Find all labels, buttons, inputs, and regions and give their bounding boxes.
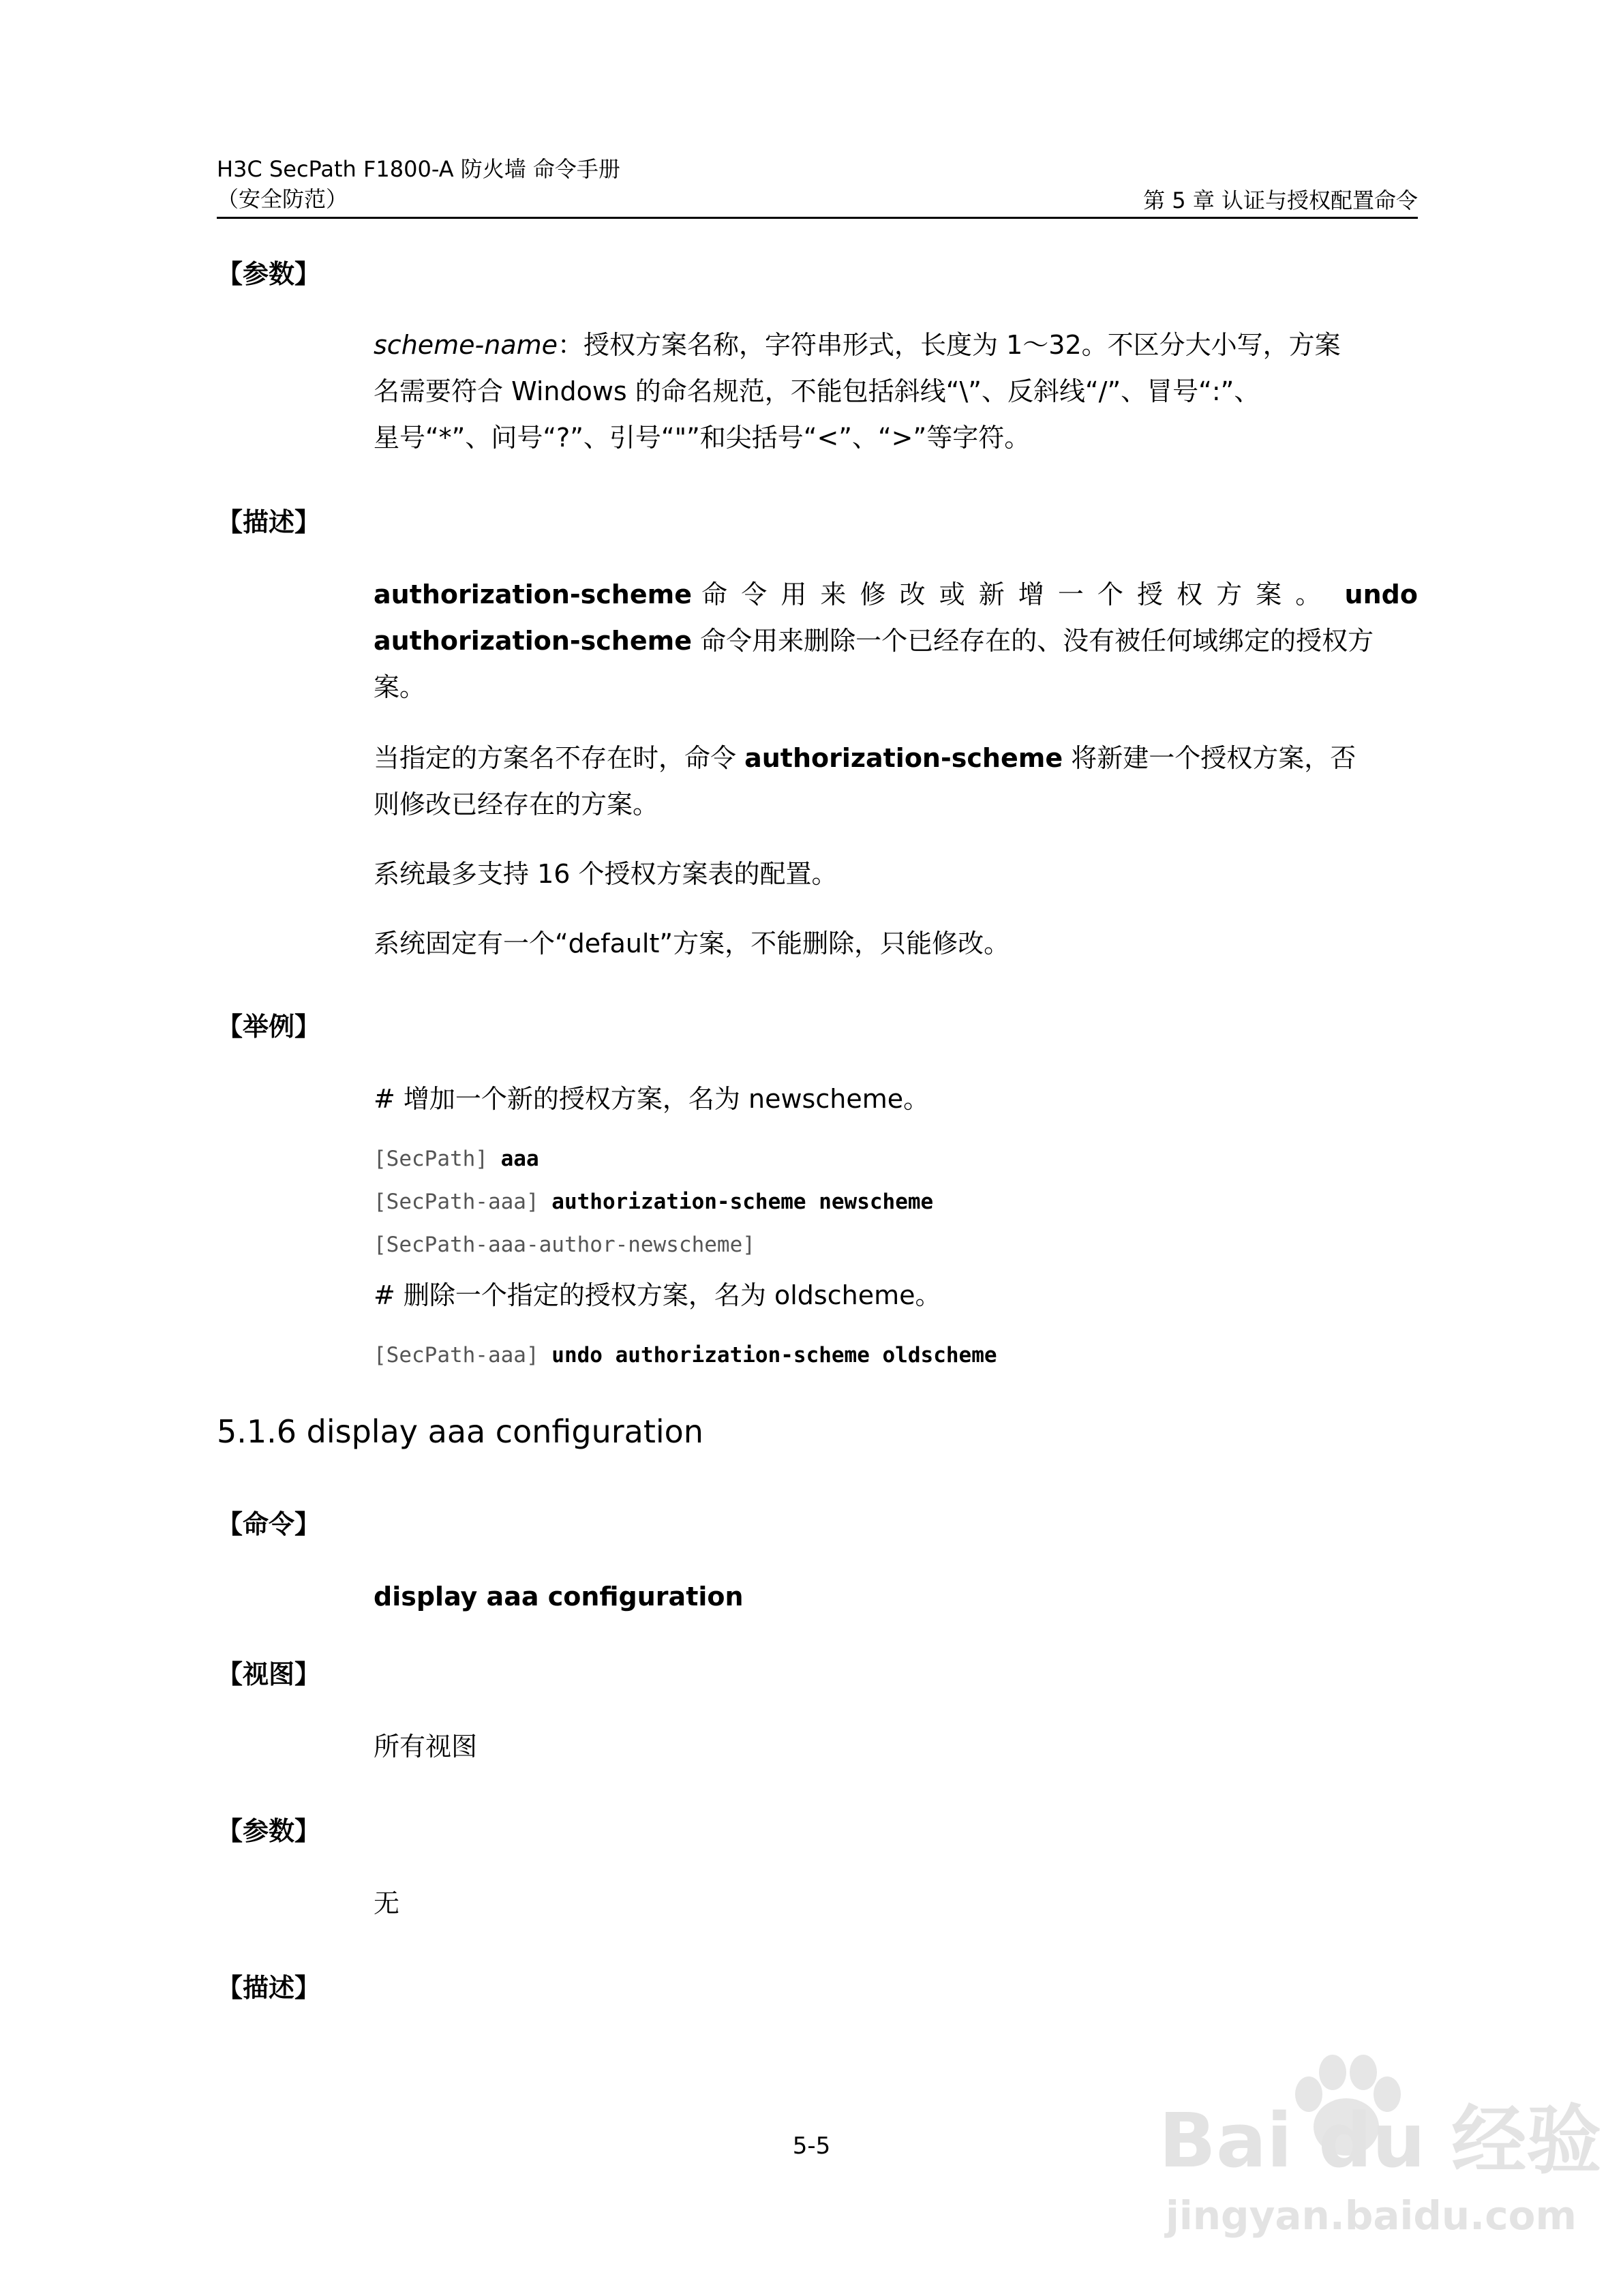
param-line-1: scheme-name：授权方案名称，字符串形式，长度为 1～32。不区分大小写，方案 (374, 330, 1341, 360)
params-value: 无 (374, 1888, 400, 1918)
param-description (374, 322, 1418, 461)
description-paragraph-1 (374, 571, 1418, 710)
example-comment-2: # 删除一个指定的授权方案，名为 oldscheme。 (374, 1280, 941, 1310)
code-line: [SecPath-aaa-author-newscheme] (374, 1233, 755, 1257)
params-heading: 【参数】 (217, 259, 321, 289)
param-name: scheme-name (374, 330, 558, 360)
header-subtitle: （安全防范） (217, 186, 348, 212)
param-line-2: 名需要符合 Windows 的命名规范，不能包括斜线“\”、反斜线“/”、冒号“:”、 (374, 376, 1260, 406)
view-value: 所有视图 (374, 1732, 478, 1762)
desc-heading-2: 【描述】 (217, 1973, 321, 2003)
code-line: [SecPath] aaa (374, 1147, 539, 1171)
param-line-3: 星号“*”、问号“?”、引号“"”和尖括号“<”、“>”等字符。 (374, 423, 1031, 453)
desc-line-1: authorization-scheme 命令用来修改或新增一个授权方案。 undo (374, 579, 1418, 609)
watermark-url: jingyan.baidu.com (1166, 2192, 1577, 2239)
description-paragraph-2: 当指定的方案名不存在时，命令 authorization-scheme 将新建一个授权方案，否 则修改已经存在的方案。 (374, 743, 1356, 819)
header-divider (217, 217, 1418, 219)
page-number: 5-5 (792, 2132, 831, 2160)
example-heading: 【举例】 (217, 1012, 321, 1042)
desc-line-2: authorization-scheme 命令用来删除一个已经存在的、没有被任何域绑定的授权方 (374, 626, 1374, 656)
view-heading: 【视图】 (217, 1659, 321, 1689)
description-paragraph-4: 系统固定有一个“default”方案，不能删除，只能修改。 (374, 928, 1010, 958)
watermark-logo: Bai du 经验 (1159, 2097, 1602, 2184)
header-title: H3C SecPath F1800-A 防火墙 命令手册 (217, 156, 620, 182)
desc-line-3: 案。 (374, 672, 426, 702)
desc-heading: 【描述】 (217, 507, 321, 537)
command-heading: 【命令】 (217, 1509, 321, 1539)
section-heading: 5.1.6 display aaa configuration (217, 1413, 703, 1450)
params-heading-2: 【参数】 (217, 1816, 321, 1846)
example-comment-1: # 增加一个新的授权方案，名为 newscheme。 (374, 1084, 930, 1114)
code-line: [SecPath-aaa] authorization-scheme newscheme (374, 1190, 934, 1214)
description-paragraph-3: 系统最多支持 16 个授权方案表的配置。 (374, 859, 838, 889)
code-line: [SecPath-aaa] undo authorization-scheme oldscheme (374, 1343, 997, 1368)
header-chapter: 第 5 章 认证与授权配置命令 (1143, 187, 1418, 213)
command-syntax: display aaa configuration (374, 1582, 744, 1612)
